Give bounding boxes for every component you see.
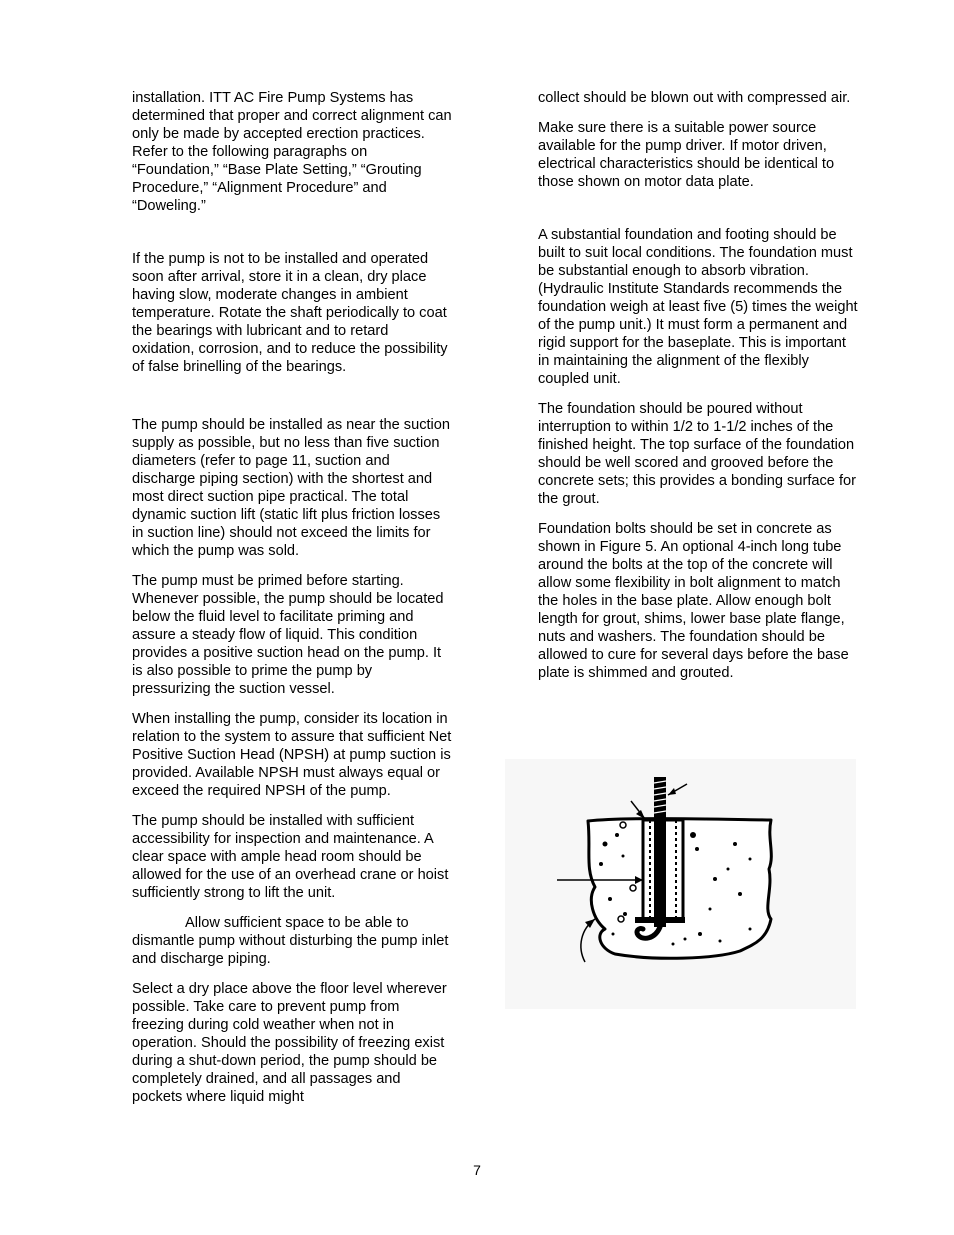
paragraph-dismantle-space: Allow sufficient space to be able to dismantle pump without disturbing the pump inlet and discharge piping. [132, 915, 449, 967]
paragraph-storage: If the pump is not to be installed and operated soon after arrival, store it in a clean, dry place having slow, moderate changes in ambient temperature. Rotate the shaft periodically to coat the bearings with lubricant and to retard oxidation, corrosion, and to reduce the possibility of false brinelling of the bearings. [132, 251, 448, 375]
anchor-plate [635, 917, 685, 923]
foundation-bolt-figure [505, 759, 856, 1009]
paragraph-installation-intro: installation. ITT AC Fire Pump Systems has determined that proper and correct alignment can only be made by accepted erection practices. Refer to the following paragraphs on “Foundation,” “Base Plate Setting,” “Grouting Procedure,” “Alignment Procedure” and “Doweling.” [132, 90, 452, 214]
paragraph-power-source: Make sure there is a suitable power source available for the pump driver. If motor driven, electrical characteristics should be identical to those shown on motor data plate. [538, 120, 835, 190]
paragraph-foundation-bolts: Foundation bolts should be set in concrete as shown in Figure 5. An optional 4-inch long tube around the bolts at the top of the concrete will allow some flexibility in bolt alignment to match the holes in the base plate. Allow enough bolt length for grout, shims, lower base plate flange, nuts and washers. The foundation should be allowed to cure for several days before the base plate is shimmed and grouted. [538, 521, 849, 681]
paragraph-location: The pump should be installed as near the suction supply as possible, but no less than five suction diameters (refer to page 11, suction and discharge piping section) with the shortest and most direct suction pipe practical. The total dynamic suction lift (static lift plus friction losses in suction line) should not exceed the limits for which the pump was sold. [132, 417, 451, 559]
left-column [132, 89, 454, 1118]
paragraph-foundation: A substantial foundation and footing should be built to suit local conditions. The foundation must be substantial enough to absorb vibration. (Hydraulic Institute Standards recommends the foundation weigh at least five (5) times the weight of the pump unit.) It must form a permanent and rigid support for the baseplate. This is important in maintaining the alignment of the flexibly coupled unit. [538, 227, 858, 387]
right-column [538, 89, 860, 694]
paragraph-accessibility: The pump should be installed with sufficient accessibility for inspection and maintenance. A clear space with ample head room should be allowed for the use of an overhead crane or hoist sufficiently strong to lift the unit. [132, 813, 449, 901]
paragraph-priming: The pump must be primed before starting. Whenever possible, the pump should be located below the fluid level to facilitate priming and assure a steady flow of liquid. This condition provides a positive suction head on the pump. It is also possible to prime the pump by pressurizing the suction vessel. [132, 573, 444, 697]
paragraph-npsh: When installing the pump, consider its location in relation to the system to assure that sufficient Net Positive Suction Head (NPSH) at pump suction is provided. Available NPSH must always equal or exceed the required NPSH of the pump. [132, 711, 452, 799]
foundation-bolt-diagram-icon [505, 759, 856, 1009]
paragraph-freezing: Select a dry place above the floor level wherever possible. Take care to prevent pump from freezing during cold weather when not in operation. Should the possibility of freezing exist during a shut-down period, the pump should be completely drained, and all passages and pockets where liquid might [132, 981, 447, 1105]
page-number: 7 [473, 1162, 481, 1178]
paragraph-pouring: The foundation should be poured without interruption to within 1/2 to 1-1/2 inches of the finished height. The top surface of the foundation should be well scored and grooved before the concrete sets; this provides a bonding surface for the grout. [538, 401, 856, 507]
paragraph-compressed-air: collect should be blown out with compressed air. [538, 90, 851, 106]
